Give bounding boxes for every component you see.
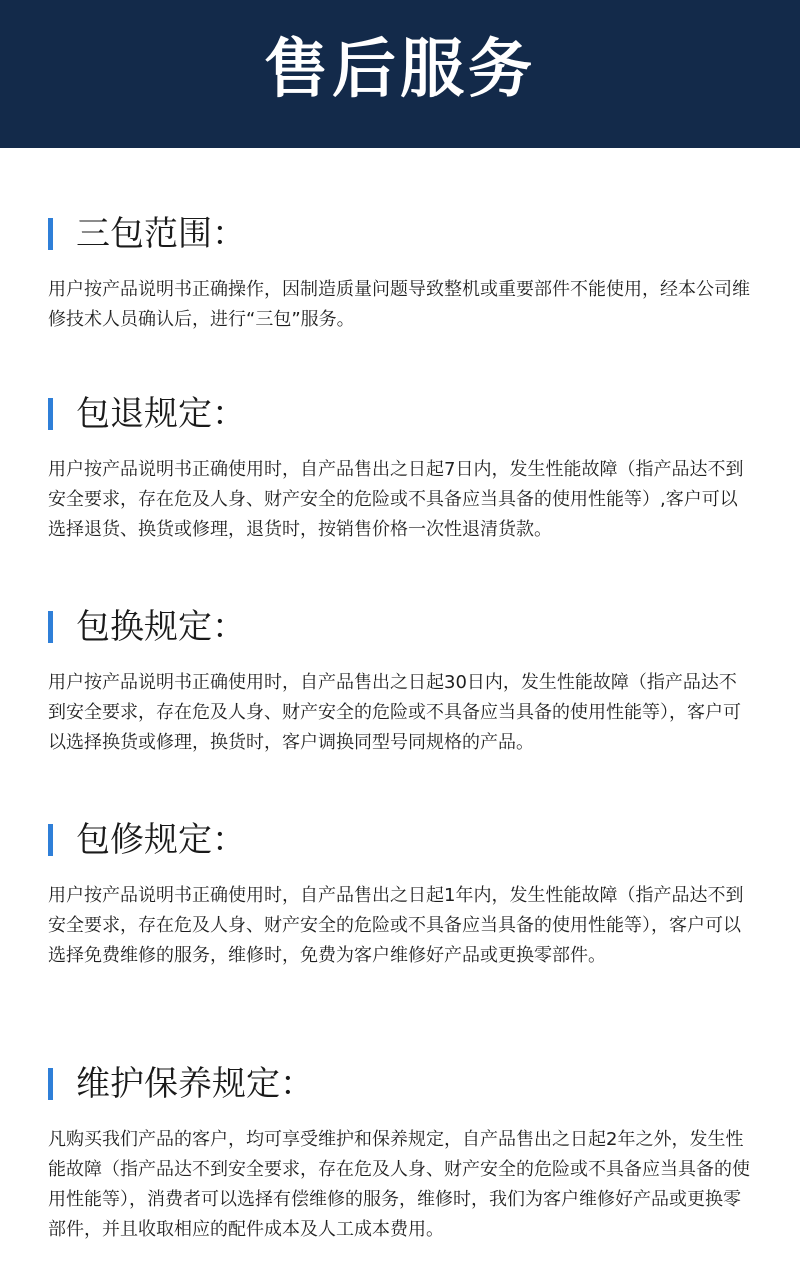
section-title: 三包范围： (76, 214, 246, 254)
section-heading (0, 392, 800, 436)
section-title: 包退规定： (76, 394, 246, 434)
section-heading (0, 1062, 800, 1106)
section-body: 用户按产品说明书正确使用时，自产品售出之日起7日内，发生性能故障（指产品达不到安全要求，存在危及人身、财产安全的危险或不具备应当具备的使用性能等）,客户可以选择退货、换货或修理，退货时，按销售价格一次性退清货款。 (48, 459, 744, 540)
accent-bar (48, 1068, 53, 1100)
section-title: 维护保养规定： (76, 1064, 314, 1104)
page-banner (0, 0, 800, 148)
section-return-policy (0, 392, 800, 540)
section-exchange-policy (0, 605, 800, 753)
accent-bar (48, 218, 53, 250)
section-body: 用户按产品说明书正确使用时，自产品售出之日起1年内，发生性能故障（指产品达不到安全要求，存在危及人身、财产安全的危险或不具备应当具备的使用性能等），客户可以选择免费维修的服务，维修时，免费为客户维修好产品或更换零部件。 (48, 885, 744, 966)
accent-bar (48, 398, 53, 430)
section-heading (0, 212, 800, 256)
section-warranty-scope (0, 212, 800, 330)
accent-bar (48, 824, 53, 856)
section-title: 包修规定： (76, 820, 246, 860)
section-body: 凡购买我们产品的客户，均可享受维护和保养规定，自产品售出之日起2年之外，发生性能故障（指产品达不到安全要求，存在危及人身、财产安全的危险或不具备应当具备的使用性能等），消费者可以选择有偿维修的服务，维修时，我们为客户维修好产品或更换零部件，并且收取相应的配件成本及人工成本费用。 (48, 1129, 750, 1240)
section-body: 用户按产品说明书正确操作，因制造质量问题导致整机或重要部件不能使用，经本公司维修技术人员确认后，进行“三包”服务。 (48, 279, 750, 330)
section-heading (0, 605, 800, 649)
section-title: 包换规定： (76, 607, 246, 647)
page-title: 售后服务 (264, 33, 536, 107)
section-maintenance-policy (0, 1062, 800, 1240)
section-heading (0, 818, 800, 862)
section-body: 用户按产品说明书正确使用时，自产品售出之日起30日内，发生性能故障（指产品达不到安全要求，存在危及人身、财产安全的危险或不具备应当具备的使用性能等），客户可以选择换货或修理，换货时，客户调换同型号同规格的产品。 (48, 672, 741, 753)
accent-bar (48, 611, 53, 643)
section-repair-policy (0, 818, 800, 966)
